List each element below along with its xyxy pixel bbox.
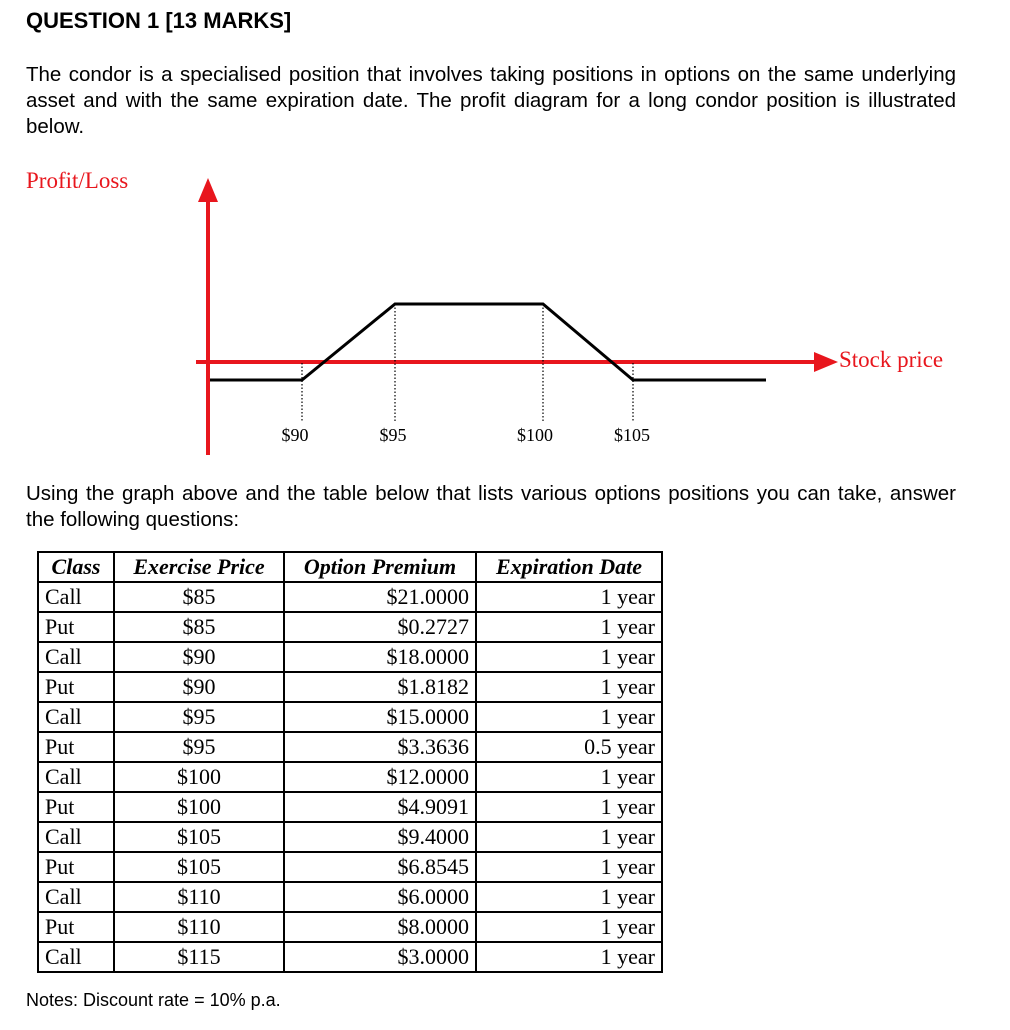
cell-class: Put <box>38 912 114 942</box>
cell-premium: $15.0000 <box>284 702 476 732</box>
cell-exercise: $105 <box>114 822 284 852</box>
table-row <box>38 582 662 612</box>
cell-expiration: 1 year <box>476 702 662 732</box>
table-body <box>38 582 662 972</box>
cell-class: Call <box>38 822 114 852</box>
notes-text: Notes: Discount rate = 10% p.a. <box>26 990 281 1010</box>
cell-exercise: $100 <box>114 792 284 822</box>
cell-expiration: 1 year <box>476 642 662 672</box>
cell-exercise: $100 <box>114 762 284 792</box>
cell-premium: $3.0000 <box>284 942 476 972</box>
table-row <box>38 852 662 882</box>
y-axis-label: Profit/Loss <box>26 168 129 193</box>
table-row <box>38 792 662 822</box>
cell-expiration: 1 year <box>476 912 662 942</box>
cell-premium: $6.8545 <box>284 852 476 882</box>
cell-expiration: 1 year <box>476 942 662 972</box>
table-row <box>38 762 662 792</box>
question-title: QUESTION 1 [13 MARKS] <box>26 8 292 33</box>
cell-exercise: $85 <box>114 582 284 612</box>
cell-expiration: 1 year <box>476 582 662 612</box>
cell-class: Call <box>38 942 114 972</box>
intro-paragraph: The condor is a specialised position that involves taking positions in options on the same underlying asset and with the same expiration date. The profit diagram for a long condor position is illustrated below. <box>26 63 956 138</box>
table-row <box>38 672 662 702</box>
cell-premium: $12.0000 <box>284 762 476 792</box>
cell-exercise: $85 <box>114 612 284 642</box>
cell-class: Put <box>38 672 114 702</box>
cell-class: Call <box>38 882 114 912</box>
header-expiration-date: Expiration Date <box>476 552 662 582</box>
cell-premium: $8.0000 <box>284 912 476 942</box>
cell-class: Call <box>38 702 114 732</box>
tick-90: $90 <box>281 425 309 445</box>
cell-exercise: $90 <box>114 672 284 702</box>
x-axis-label: Stock price <box>839 347 944 372</box>
followup-paragraph: Using the graph above and the table below that lists various options positions you can take, answer the following questions: <box>26 482 956 531</box>
table-row <box>38 942 662 972</box>
cell-exercise: $95 <box>114 702 284 732</box>
table-row <box>38 642 662 672</box>
header-class: Class <box>38 552 114 582</box>
cell-expiration: 1 year <box>476 612 662 642</box>
header-option-premium: Option Premium <box>284 552 476 582</box>
cell-premium: $6.0000 <box>284 882 476 912</box>
cell-premium: $18.0000 <box>284 642 476 672</box>
condor-payoff-line <box>210 304 766 380</box>
cell-premium: $1.8182 <box>284 672 476 702</box>
cell-expiration: 1 year <box>476 762 662 792</box>
cell-class: Put <box>38 852 114 882</box>
x-axis-arrow-icon <box>814 352 838 372</box>
table-row <box>38 822 662 852</box>
cell-class: Call <box>38 762 114 792</box>
cell-class: Put <box>38 612 114 642</box>
cell-premium: $3.3636 <box>284 732 476 762</box>
tick-95: $95 <box>379 425 407 445</box>
cell-expiration: 1 year <box>476 882 662 912</box>
options-table <box>37 551 663 973</box>
cell-premium: $21.0000 <box>284 582 476 612</box>
cell-exercise: $110 <box>114 912 284 942</box>
tick-100: $100 <box>517 425 553 445</box>
table-row <box>38 702 662 732</box>
cell-class: Put <box>38 792 114 822</box>
cell-class: Call <box>38 582 114 612</box>
cell-expiration: 1 year <box>476 672 662 702</box>
cell-exercise: $90 <box>114 642 284 672</box>
table-row <box>38 882 662 912</box>
table-row <box>38 612 662 642</box>
cell-exercise: $105 <box>114 852 284 882</box>
table-row <box>38 912 662 942</box>
header-exercise-price: Exercise Price <box>114 552 284 582</box>
cell-expiration: 1 year <box>476 822 662 852</box>
cell-expiration: 1 year <box>476 852 662 882</box>
cell-exercise: $115 <box>114 942 284 972</box>
cell-premium: $9.4000 <box>284 822 476 852</box>
cell-expiration: 1 year <box>476 792 662 822</box>
cell-class: Put <box>38 732 114 762</box>
cell-exercise: $110 <box>114 882 284 912</box>
y-axis-arrow-icon <box>198 178 218 202</box>
cell-exercise: $95 <box>114 732 284 762</box>
cell-premium: $0.2727 <box>284 612 476 642</box>
table-header-row <box>38 552 662 582</box>
tick-105: $105 <box>614 425 650 445</box>
table-row <box>38 732 662 762</box>
cell-expiration: 0.5 year <box>476 732 662 762</box>
cell-premium: $4.9091 <box>284 792 476 822</box>
profit-diagram <box>0 160 1010 460</box>
cell-class: Call <box>38 642 114 672</box>
